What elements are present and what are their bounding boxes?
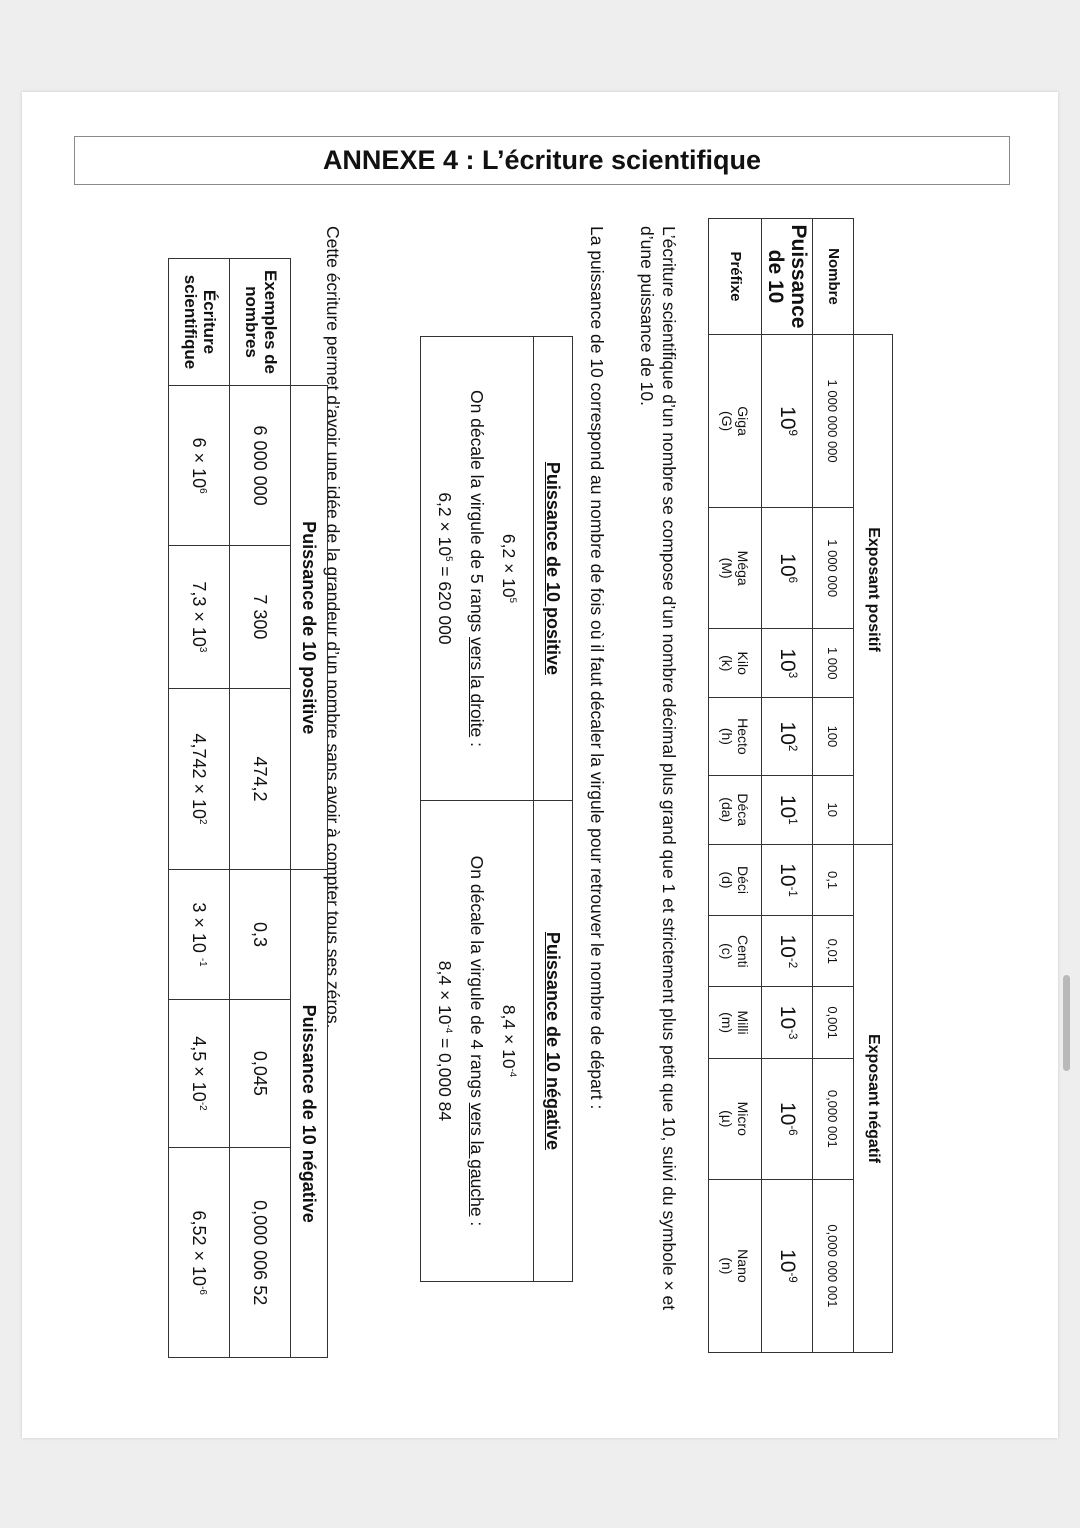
number-cell: 1 000 000 [813, 508, 854, 629]
positive-result: $6,2 \times 10^5 = 620$ 000 [435, 492, 455, 645]
examples-table [168, 258, 328, 1358]
row-label: Nombre [813, 219, 854, 335]
power-cell: $10^9$ [762, 335, 813, 508]
row-label: Exemples de nombres [230, 259, 291, 386]
power-cell: $10^3$ [762, 629, 813, 698]
examples-scientific-row [169, 259, 230, 1358]
examples-positive-header: Puissance de 10 positive [291, 386, 328, 870]
example-number-cell: 0,045 [230, 999, 291, 1148]
prefix-cell: Milli (m) [709, 987, 762, 1058]
positive-example: $6,2 \times 10^5$ [499, 533, 519, 604]
page-title: ANNEXE 4 : L’écriture scientifique [74, 136, 1010, 185]
negative-result: $8,4 \times 10^{-4} = 0,000$ 84 [435, 960, 455, 1122]
power-cell: $10^{-1}$ [762, 844, 813, 915]
prefix-cell: Nano (n) [709, 1179, 762, 1352]
row-label: Écriture scientifique [169, 259, 230, 386]
negative-shift-header: Puissance de 10 négative [534, 800, 573, 1281]
positive-shift-cell [421, 337, 534, 801]
powers-row [762, 219, 813, 1353]
prefix-cell: Déci (d) [709, 844, 762, 915]
usage-paragraph: Cette écriture permet d’avoir une idée de la grandeur d’un nombre sans avoir à compter tous ses zéros. [323, 226, 343, 1029]
negative-example: $8,4 \times 10^{-4}$ [499, 1004, 519, 1078]
example-number-cell: 6 000 000 [230, 386, 291, 546]
definition-paragraph: L’écriture scientifique d’un nombre se compose d’un nombre décimal plus grand que 1 et strictement plus petit que 10, suivi du symbole × et d’une puissance de 10. [637, 226, 679, 1311]
prefix-cell: Kilo (k) [709, 629, 762, 698]
number-cell: 1 000 000 000 [813, 335, 854, 508]
number-cell: 100 [813, 698, 854, 775]
prefix-cell: Hecto (h) [709, 698, 762, 775]
example-number-cell: 0,000 006 52 [230, 1148, 291, 1358]
prefix-cell: Centi (c) [709, 916, 762, 987]
shift-table [420, 336, 573, 1282]
number-cell: 0,1 [813, 844, 854, 915]
scientific-cell: $4,5 \times 10^{-2}$ [169, 999, 230, 1148]
number-cell: 0,000 000 001 [813, 1179, 854, 1352]
prefix-table [708, 218, 893, 1353]
scientific-cell: $6,52 \times 10^{-6}$ [169, 1148, 230, 1358]
number-cell: 0,01 [813, 916, 854, 987]
example-number-cell: 474,2 [230, 688, 291, 870]
negative-shift-text: On décale la virgule de 4 rangs vers la gauche : [467, 855, 487, 1227]
prefix-cell: Déca (da) [709, 775, 762, 844]
prefix-cell: Micro (µ) [709, 1058, 762, 1179]
scientific-cell: $6 \times 10^6$ [169, 386, 230, 546]
positive-shift-text: On décale la virgule de 5 rangs vers la droite : [467, 389, 487, 747]
prefix-cell: Giga (G) [709, 335, 762, 508]
numbers-row [813, 219, 854, 1353]
power-cell: $10^{-9}$ [762, 1179, 813, 1352]
prefixes-row [709, 219, 762, 1353]
row-label: Puissance de 10 [762, 219, 813, 335]
negative-shift-cell [421, 800, 534, 1281]
group-positive-header: Exposant positif [854, 335, 893, 845]
positive-shift-header: Puissance de 10 positive [534, 337, 573, 801]
example-number-cell: 7 300 [230, 546, 291, 688]
number-cell: 0,000 001 [813, 1058, 854, 1179]
examples-numbers-row [230, 259, 291, 1358]
power-cell: $10^{-6}$ [762, 1058, 813, 1179]
power-cell: $10^{-2}$ [762, 916, 813, 987]
number-cell: 10 [813, 775, 854, 844]
power-cell: $10^1$ [762, 775, 813, 844]
example-number-cell: 0,3 [230, 870, 291, 999]
scientific-cell: $4,742 \times 10^2$ [169, 688, 230, 870]
number-cell: 1 000 [813, 629, 854, 698]
examples-negative-header: Puissance de 10 négative [291, 870, 328, 1358]
power-cell: $10^{-3}$ [762, 987, 813, 1058]
number-cell: 0,001 [813, 987, 854, 1058]
row-label: Préfixe [709, 219, 762, 335]
power-cell: $10^2$ [762, 698, 813, 775]
scientific-cell: 3 × 10 $^{-1}$ [169, 870, 230, 999]
scientific-cell: $7,3 \times 10^3$ [169, 546, 230, 688]
rotated-content [112, 218, 900, 1353]
scrollbar-thumb[interactable] [1063, 975, 1070, 1071]
group-negative-header: Exposant négatif [854, 844, 893, 1352]
prefix-cell: Méga (M) [709, 508, 762, 629]
power-cell: $10^6$ [762, 508, 813, 629]
power-explanation-paragraph: La puissance de 10 correspond au nombre de fois où il faut décaler la virgule pour retrouver le nombre de départ : [587, 226, 607, 1110]
